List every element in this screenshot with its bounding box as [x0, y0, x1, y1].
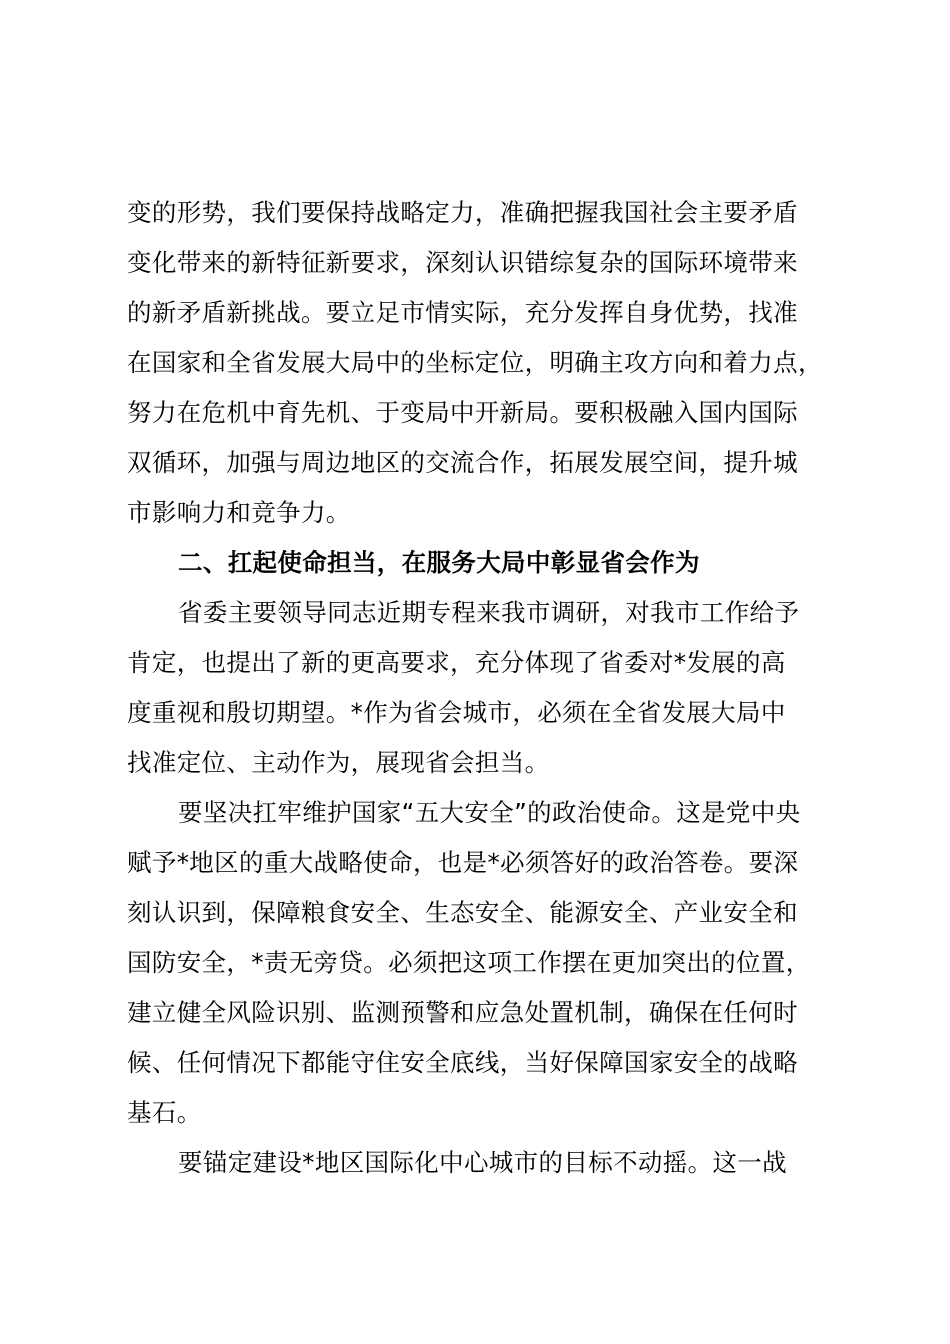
body-line: 刻认识到，保障粮食安全、生态安全、能源安全、产业安全和	[127, 898, 798, 927]
body-line: 国防安全，*责无旁贷。必须把这项工作摆在更加突出的位置，	[127, 948, 811, 977]
body-line: 肯定，也提出了新的更高要求，充分体现了省委对*发展的高	[127, 648, 786, 677]
body-line: 的新矛盾新挑战。要立足市情实际，充分发挥自身优势，找准	[127, 298, 798, 327]
paragraph-start-line: 要坚决扛牢维护国家“五大安全”的政治使命。这是党中央	[178, 798, 801, 827]
body-line: 变化带来的新特征新要求，深刻认识错综复杂的国际环境带来	[127, 248, 798, 277]
paragraph-start-line: 要锚定建设*地区国际化中心城市的目标不动摇。这一战	[178, 1148, 787, 1177]
body-line: 双循环，加强与周边地区的交流合作，拓展发展空间，提升城	[127, 448, 798, 477]
body-line: 赋予*地区的重大战略使命，也是*必须答好的政治答卷。要深	[127, 848, 799, 877]
body-line: 基石。	[127, 1098, 202, 1127]
paragraph-start-line: 省委主要领导同志近期专程来我市调研，对我市工作给予	[178, 598, 800, 627]
body-line: 在国家和全省发展大局中的坐标定位，明确主攻方向和着力点，	[127, 348, 823, 377]
section-heading: 二、扛起使命担当，在服务大局中彰显省会作为	[178, 548, 700, 577]
body-line: 市影响力和竞争力。	[127, 498, 351, 527]
body-line: 变的形势，我们要保持战略定力，准确把握我国社会主要矛盾	[127, 198, 798, 227]
body-line: 努力在危机中育先机、于变局中开新局。要积极融入国内国际	[127, 398, 798, 427]
body-line: 候、任何情况下都能守住安全底线，当好保障国家安全的战略	[127, 1048, 798, 1077]
body-line: 找准定位、主动作为，展现省会担当。	[127, 748, 550, 777]
body-line: 度重视和殷切期望。*作为省会城市，必须在全省发展大局中	[127, 698, 786, 727]
body-line: 建立健全风险识别、监测预警和应急处置机制，确保在任何时	[127, 998, 798, 1027]
